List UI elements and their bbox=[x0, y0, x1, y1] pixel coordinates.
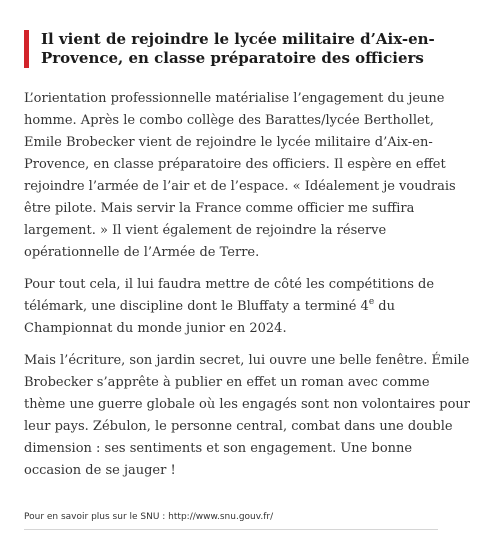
paragraph-telemark bbox=[24, 274, 470, 340]
article-body bbox=[24, 88, 470, 492]
ordinal-suffix: e bbox=[368, 297, 375, 307]
paragraph-telemark-text: Pour tout cela, il lui faudra mettre de côté les compétitions de télémark, une discipline dont le Bluffaty a terminé 4 bbox=[24, 277, 435, 314]
paragraph-orientation: L’orientation professionnelle matérialise l’engagement du jeune homme. Après le combo collège des Barattes/lycée Berthollet, Emile Brobecker vient de rejoindre le lycée militaire d’Aix-en-Provence, en classe préparatoire des officiers. Il espère en effet rejoindre l’armée de l’air et de l’espace. « Idéalement je voudrais être pilote. Mais servir la France comme officier me suffira largement. » Il vient également de rejoindre la réserve opérationnelle de l’Armée de Terre. bbox=[24, 91, 456, 260]
footer-note: Pour en savoir plus sur le SNU : http://www.snu.gouv.fr/ bbox=[24, 512, 438, 530]
paragraph-ecriture: Mais l’écriture, son jardin secret, lui ouvre une belle fenêtre. Émile Brobecker s’apprête à publier en effet un roman avec comme thème une guerre globale où les engagés sont non volontaires pour leur pays. Zébulon, le personne central, combat dans une double dimension : ses sentiments et son engagement. Une bonne occasion de se jauger ! bbox=[24, 353, 470, 478]
article-subhead: Il vient de rejoindre le lycée militaire d’Aix-en-Provence, en classe préparatoire des officiers bbox=[24, 30, 481, 68]
paragraph-telemark-end: du Championnat du monde junior en 2024. bbox=[24, 299, 395, 336]
